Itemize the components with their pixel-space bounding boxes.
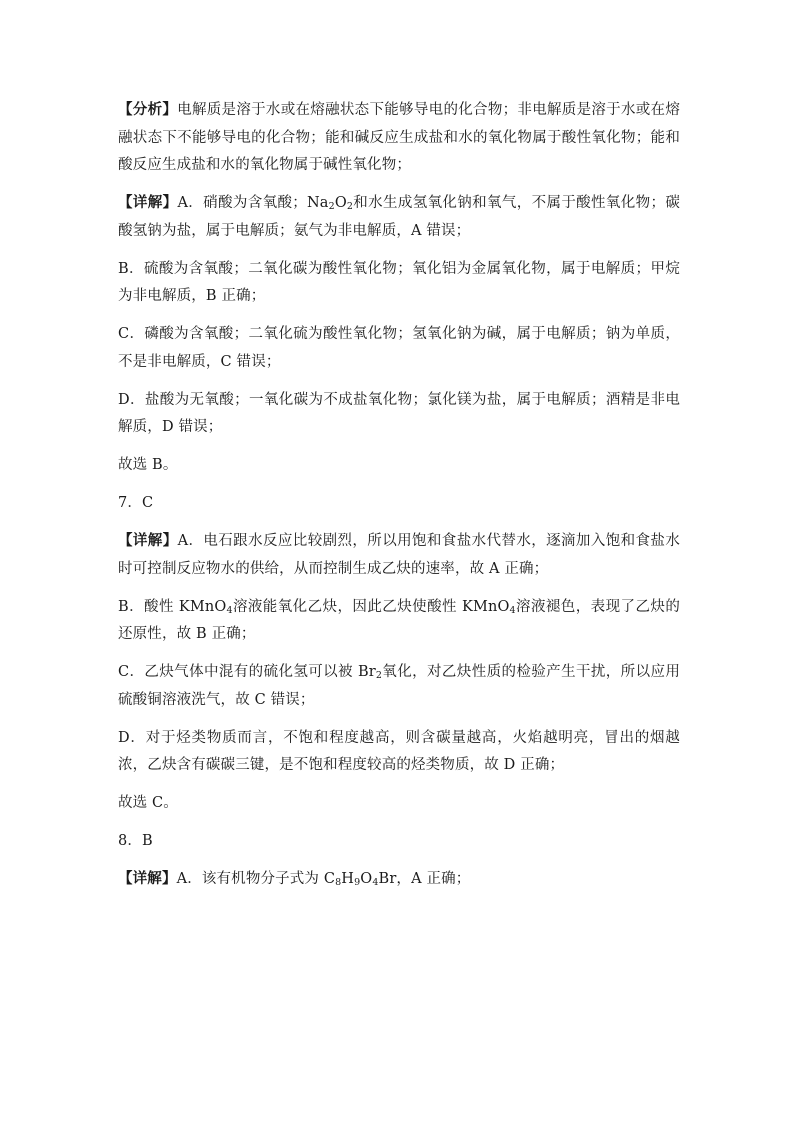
q6-option-b: B．硫酸为含氧酸；二氧化碳为酸性氧化物；氧化铝为金属氧化物，属于电解质；甲烷为非电解质，B 正确； <box>118 260 680 304</box>
q7-heading: 7．C <box>118 495 154 511</box>
formula-sub: 4 <box>226 604 233 616</box>
formula-h: H <box>341 871 355 887</box>
formula-sub: 9 <box>354 877 361 888</box>
detail-a-post: Br，A 正确； <box>378 871 471 887</box>
document-page <box>118 97 680 904</box>
q8-detail-a <box>118 866 680 894</box>
q7-option-b <box>118 594 680 649</box>
detail-tag: 【详解】 <box>118 533 178 549</box>
analysis-text: 电解质是溶于水或在熔融状态下能够导电的化合物；非电解质是溶于水或在熔融状态下不能够导电的化合物；能和碱反应生成盐和水的氧化物属于酸性氧化物；能和酸反应生成盐和水的氧化物属于碱性氧化物； <box>118 102 680 173</box>
formula-o: O <box>360 871 373 887</box>
formula-na: Na <box>306 195 329 211</box>
q6-analysis <box>118 97 680 180</box>
q7-detail-a <box>118 528 680 583</box>
option-b-post: 溶液褪色，表现了乙炔的还原性，故 B 正确； <box>118 598 680 642</box>
formula-sub: 2 <box>328 201 335 212</box>
option-c-pre: C．乙炔气体中混有的硫化氢可以被 Br <box>118 664 376 680</box>
formula-sub: 4 <box>509 604 516 616</box>
q7-conclusion: 故选 C。 <box>118 795 178 811</box>
q6-conclusion: 故选 B。 <box>118 457 178 473</box>
option-b-mid: 溶液能氧化乙炔，因此乙炔使酸性 KMnO <box>232 598 510 615</box>
formula-sub: 2 <box>375 670 383 681</box>
formula-sub: 4 <box>372 877 379 888</box>
formula-na2o2 <box>307 195 353 211</box>
q8-heading: 8．B <box>118 833 153 849</box>
q6-option-c: C．磷酸为含氧酸；二氧化硫为酸性氧化物；氢氧化钠为碱，属于电解质；钠为单质，不是非电解质，C 错误； <box>118 326 680 370</box>
detail-a-text: A．电石跟水反应比较剧烈，所以用饱和食盐水代替水，逐滴加入饱和食盐水时可控制反应物水的供给，从而控制生成乙炔的速率，故 A 正确； <box>118 533 680 577</box>
analysis-tag: 【分析】 <box>118 102 178 118</box>
detail-a-pre: A．硝酸为含氧酸； <box>177 195 307 211</box>
formula-sub: 8 <box>335 877 342 888</box>
detail-a-pre: A．该有机物分子式为 C <box>176 871 336 887</box>
q7-option-c <box>118 659 680 714</box>
q6-detail-a <box>118 190 680 245</box>
formula-o: O <box>334 195 347 211</box>
option-b-pre: B．酸性 KMnO <box>118 598 227 615</box>
q7-option-d: D．对于烃类物质而言，不饱和程度越高，则含碳量越高，火焰越明亮，冒出的烟越浓，乙炔含有碳碳三键，是不饱和程度较高的烃类物质，故 D 正确； <box>118 729 680 773</box>
detail-tag: 【详解】 <box>118 871 177 887</box>
q6-option-d: D．盐酸为无氧酸；一氧化碳为不成盐氧化物；氯化镁为盐，属于电解质；酒精是非电解质，D 错误； <box>118 391 680 435</box>
formula-sub: 2 <box>346 201 354 212</box>
detail-a-post: 和水生成氢氧化钠和氧气，不属于酸性氧化物；碳酸氢钠为盐，属于电解质；氨气为非电解质，A 错误； <box>118 195 680 239</box>
detail-tag: 【详解】 <box>118 195 178 211</box>
option-c-post: 氧化，对乙炔性质的检验产生干扰，所以应用硫酸铜溶液洗气，故 C 错误； <box>118 664 681 708</box>
